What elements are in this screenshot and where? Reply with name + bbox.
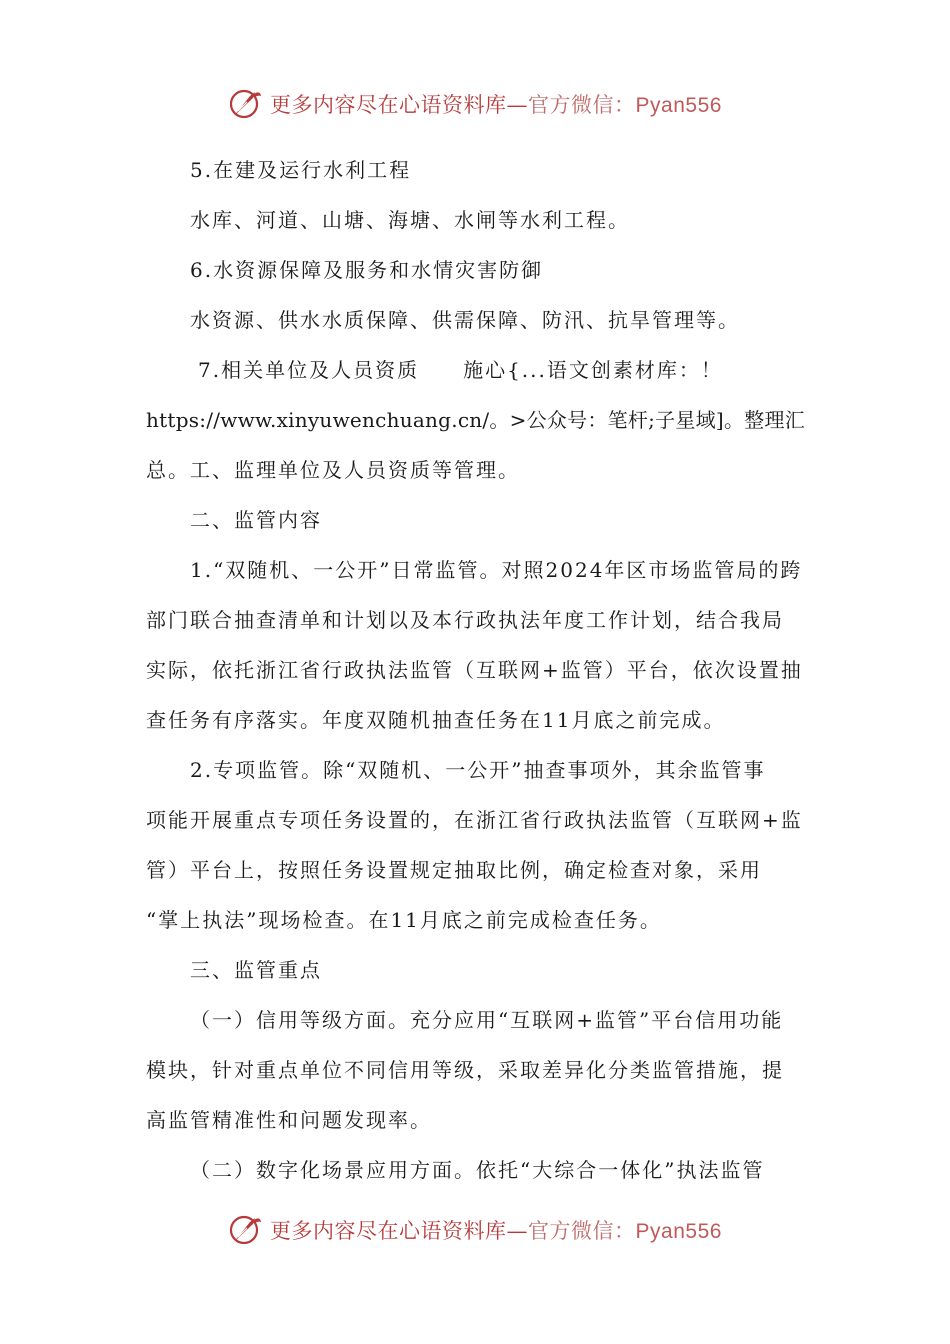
paragraph-line: 总。工、监理单位及人员资质等管理。 [146, 458, 520, 482]
watermark-banner-bottom [0, 1208, 950, 1252]
paragraph-line: 管）平台上，按照任务设置规定抽取比例，确定检查对象，采用 [146, 858, 762, 882]
paragraph-line-url: https://www.xinyuwenchuang.cn/。>公众号：笔杆;子星域]。整理汇 [146, 408, 805, 432]
paragraph-line: “掌上执法”现场检查。在11月底之前完成检查任务。 [146, 908, 662, 932]
pen-logo-icon [228, 86, 264, 122]
document-body [146, 145, 806, 1195]
section-title-3: 三、监管重点 [190, 958, 322, 982]
watermark-banner-top [0, 82, 950, 126]
paragraph-line: 2.专项监管。除“双随机、一公开”抽查事项外，其余监管事 [190, 758, 766, 782]
section-heading-7: 7.相关单位及人员资质 施心{...语文创素材库：！ [198, 358, 723, 382]
paragraph-line: （二）数字化场景应用方面。依托“大综合一体化”执法监管 [190, 1158, 765, 1182]
paragraph-line: 模块，针对重点单位不同信用等级，采取差异化分类监管措施，提 [146, 1058, 784, 1082]
paragraph-line: 1.“双随机、一公开”日常监管。对照2024年区市场监管局的跨 [190, 558, 803, 582]
section-title-2: 二、监管内容 [190, 508, 322, 532]
pen-logo-icon [228, 1212, 264, 1248]
paragraph-line: 实际，依托浙江省行政执法监管（互联网+监管）平台，依次设置抽 [146, 658, 803, 682]
section-heading-5: 5.在建及运行水利工程 [190, 158, 412, 182]
paragraph-line: 水资源、供水水质保障、供需保障、防汛、抗旱管理等。 [190, 308, 740, 332]
watermark-text: 更多内容尽在心语资料库—官方微信：Pyan556 [270, 1219, 722, 1243]
section-heading-6: 6.水资源保障及服务和水情灾害防御 [190, 258, 544, 282]
paragraph-line: 高监管精准性和问题发现率。 [146, 1108, 432, 1132]
paragraph-line: 部门联合抽查清单和计划以及本行政执法年度工作计划，结合我局 [146, 608, 784, 632]
paragraph-line: （一）信用等级方面。充分应用“互联网+监管”平台信用功能 [190, 1008, 784, 1032]
watermark-text: 更多内容尽在心语资料库—官方微信：Pyan556 [270, 93, 722, 117]
paragraph-line: 水库、河道、山塘、海塘、水闸等水利工程。 [190, 208, 630, 232]
paragraph-line: 查任务有序落实。年度双随机抽查任务在11月底之前完成。 [146, 708, 726, 732]
paragraph-line: 项能开展重点专项任务设置的，在浙江省行政执法监管（互联网+监 [146, 808, 803, 832]
